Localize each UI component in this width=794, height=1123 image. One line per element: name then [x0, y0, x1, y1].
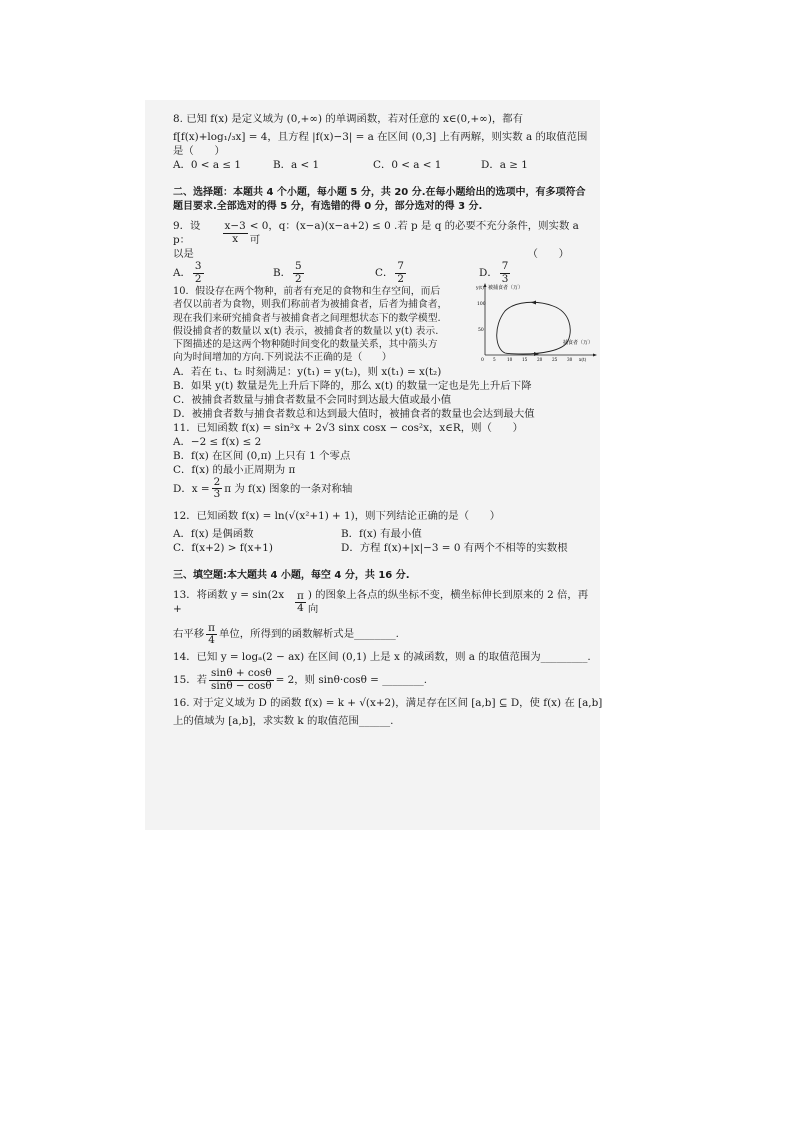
- q9-option-d: D． $\frac{7}{3}$: [479, 260, 509, 285]
- y-axis-label: 被捕食者（万）: [488, 285, 524, 292]
- y-tick-100: 100: [477, 302, 486, 308]
- q9-option-c: C． $\frac{7}{2}$: [375, 260, 404, 285]
- q8-option-b: B．a < 1: [273, 159, 320, 172]
- q9-option-a: A． $\frac{3}{2}$: [173, 260, 202, 285]
- direction-arrow-top: [531, 301, 536, 305]
- q11-option-b: B．f(x) 在区间 (0,π) 上只有 1 个零点: [173, 449, 351, 462]
- q16-line1: 16. 对于定义域为 D 的函数 f(x) = k + √(x+2)，满足存在区间 [a,b] ⊆ D，使 f(x) 在 [a,b]: [173, 697, 603, 710]
- x-tick-25: 25: [552, 357, 558, 363]
- q11-option-d: D．x = $\frac{2}{3}$ π 为 f(x) 图象的一条对称轴: [173, 475, 353, 501]
- q11-option-c: C．f(x) 的最小正周期为 π: [173, 463, 296, 476]
- q8-line3: 是（ ）: [173, 145, 225, 158]
- x-axis-arrow: [593, 354, 597, 357]
- phase-plot: [475, 281, 599, 363]
- q12-options-row1: [173, 527, 591, 541]
- q13-line2: 右平移 $\frac{\pi}{4}$ 单位，所得到的函数解析式是________.: [173, 621, 399, 646]
- y-axis-arrow: [484, 283, 487, 287]
- section2-heading-line1: 二、选择题：本题共 4 个小题，每小题 5 分，共 20 分.在每小题给出的选项中，有多项符合: [173, 187, 586, 199]
- x-axis-label: 捕食者（万）: [563, 340, 594, 347]
- q8-line1: 8. 已知 f(x) 是定义域为 (0,+∞) 的单调函数，若对任意的 x∈(0,+∞)，都有: [173, 113, 524, 125]
- cycle-curve: [497, 302, 570, 354]
- q10-option-a: A．若在 t₁、t₂ 时刻满足：y(t₁) = y(t₂)，则 x(t₁) = x(t₂): [173, 365, 442, 378]
- q8-line2: f[f(x)+log₁/₃x] = 4，且方程 |f(x)−3| = a 在区间 (0,3] 上有两解，则实数 a 的取值范围: [173, 131, 588, 144]
- q10-option-b: B．如果 y(t) 数量是先上升后下降的，那么 x(t) 的数量一定也是先上升后下降: [173, 379, 532, 392]
- x-tick-10: 10: [507, 357, 513, 363]
- q8-option-c: C．0 < a < 1: [373, 159, 442, 172]
- q10-option-c: C．被捕食者数量与捕食者数量不会同时到达最大值或最小值: [173, 393, 452, 406]
- q12-option-b: B．f(x) 有最小值: [341, 527, 422, 540]
- x-axis-name: x(t): [579, 357, 587, 363]
- q12-option-d: D．方程 f(x)+|x|−3 = 0 有两个不相等的实数根: [341, 541, 568, 554]
- q12-option-c: C．f(x+2) > f(x+1): [173, 541, 273, 554]
- x-tick-20: 20: [537, 357, 543, 363]
- q14-stem: 14．已知 y = logₐ(2 − ax) 在区间 (0,1) 上是 x 的减函数，则 a 的取值范围为_________.: [173, 651, 591, 664]
- q9-line2: 以是 （ ）: [173, 248, 569, 261]
- x-tick-15: 15: [522, 357, 528, 363]
- predator-prey-graph: [475, 281, 599, 363]
- q10-stem: 10．假设存在两个物种，前者有充足的食物和生存空间，而后 者仅以前者为食物，则我们称前者为被捕食者，后者为捕食者， 现在我们来研究捕食者与被捕食者之间理想状态下的数学模型. 假设捕食者的数量以 x(t) 表示，被捕食者的数量以 y(t) 表示. 下图描述的是这两个物种随时间变化的数量关系，其中箭头方 向为时间增加的方向.下列说法不正确的是（ ）: [173, 286, 448, 364]
- q12-options-row2: [173, 541, 591, 555]
- section2-heading-line2: 题目要求.全部选对的得 5 分，有选错的得 0 分，部分选对的得 3 分.: [173, 200, 483, 212]
- exam-page: [173, 112, 603, 728]
- section3-heading: 三、填空题:本大题共 4 小题，每空 4 分，共 16 分.: [173, 569, 410, 581]
- q12-stem: 12．已知函数 f(x) = ln(√(x²+1) + 1)，则下列结论正确的是（ ）: [173, 509, 501, 522]
- q11-option-a: A．−2 ≤ f(x) ≤ 2: [173, 435, 262, 448]
- x-tick-5: 5: [493, 357, 496, 363]
- q8-option-d: D．a ≥ 1: [481, 159, 528, 172]
- q8-option-a: A．0 < a ≤ 1: [173, 159, 241, 172]
- q8-options: [173, 158, 591, 172]
- q9-fraction: $\frac{x-3}{x}$: [224, 220, 246, 245]
- q10-block: [173, 285, 594, 364]
- q13-line1: 13．将函数 y = sin(2x + $\frac{\pi}{4}$ ) 的图象上各点的纵坐标不变，横坐标伸长到原来的 2 倍，再向: [173, 589, 589, 616]
- q9-option-b: B． $\frac{5}{2}$: [273, 260, 302, 285]
- origin-label: 0: [481, 358, 484, 364]
- q16-line2: 上的值域为 [a,b]，求实数 k 的取值范围______.: [173, 715, 394, 728]
- x-tick-30: 30: [567, 357, 573, 363]
- q11-stem: 11．已知函数 f(x) = sin²x + 2√3 sinx cosx − cos²x，x∈R，则（ ）: [173, 421, 524, 434]
- y-axis-name: y(t): [476, 286, 484, 292]
- q9-stem: 9．设 p： $\frac{x-3}{x}$ < 0，q：(x−a)(x−a+2) ≤ 0 .若 p 是 q 的必要不充分条件，则实数 a 可: [173, 220, 579, 247]
- q15-stem: 15．若 $\frac{\sin\theta + \cos\theta}{\sin\theta - \cos\theta}$ = 2，则 sinθ·cosθ = ________.: [173, 667, 428, 692]
- q12-option-a: A．f(x) 是偶函数: [173, 527, 254, 540]
- y-tick-50: 50: [478, 328, 484, 334]
- q10-option-d: D．被捕食者数与捕食者数总和达到最大值时，被捕食者的数量也会达到最大值: [173, 407, 535, 420]
